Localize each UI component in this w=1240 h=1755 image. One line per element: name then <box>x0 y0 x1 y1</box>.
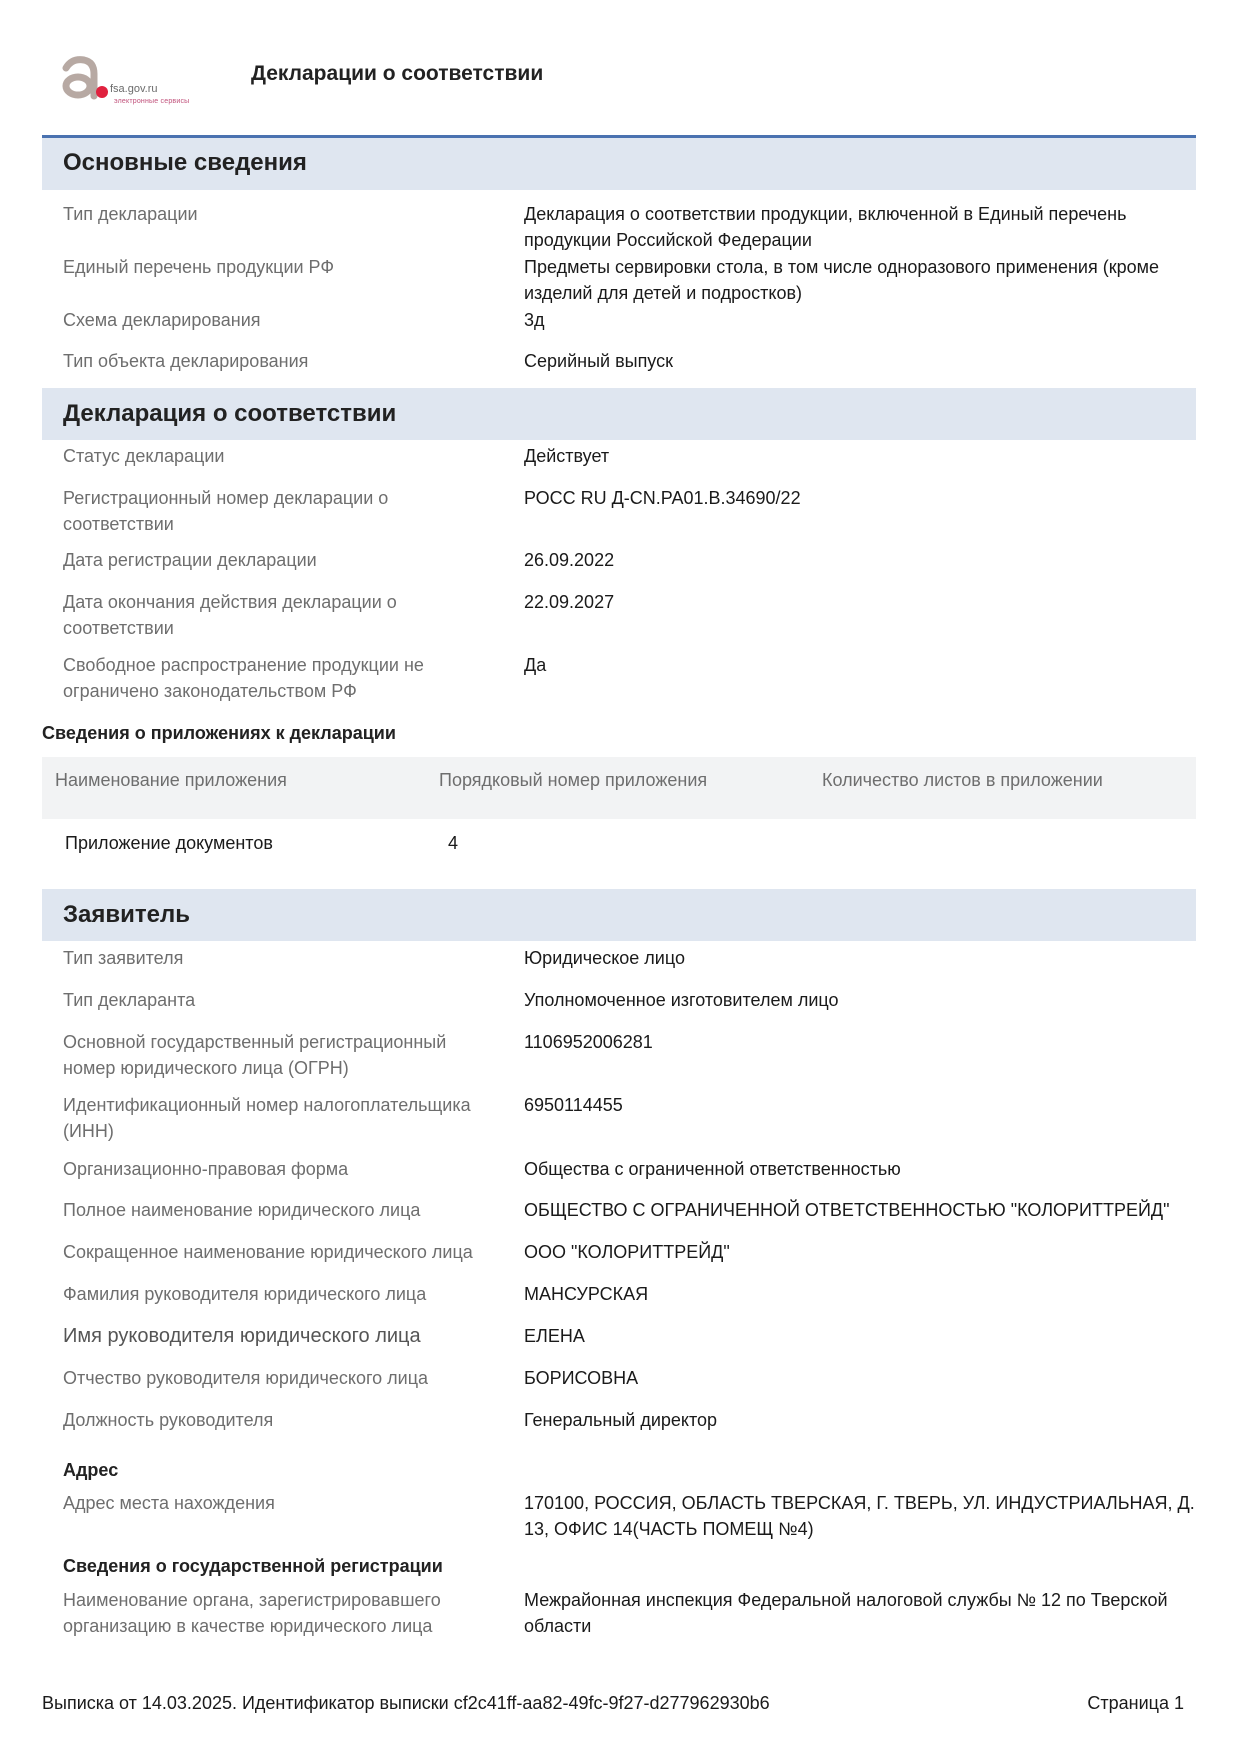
field-label: Тип декларации <box>63 204 198 224</box>
section-basic-header: Основные сведения <box>42 135 1196 190</box>
field-value: Серийный выпуск <box>524 351 673 371</box>
attachment-number: 4 <box>448 833 459 853</box>
field-label: Тип объекта декларирования <box>63 351 309 371</box>
field-value: 6950114455 <box>524 1095 623 1115</box>
field-value: МАНСУРСКАЯ <box>524 1284 649 1304</box>
field-value: ООО "КОЛОРИТТРЕЙД" <box>524 1242 730 1262</box>
field-label: Полное наименование юридического лица <box>63 1200 421 1220</box>
field-label: Тип заявителя <box>63 948 184 968</box>
field-value: 1106952006281 <box>524 1032 653 1052</box>
field-label: Имя руководителя юридического лица <box>63 1325 421 1347</box>
column-header: Количество листов в приложении <box>822 770 1103 790</box>
field-value: Межрайонная инспекция Федеральной налоговой службы № 12 по Тверской области <box>524 1590 1168 1636</box>
field-value: Действует <box>524 446 610 466</box>
section-declaration-header: Декларация о соответствии <box>42 388 1196 440</box>
field-label: Свободное распространение продукции не ограничено законодательством РФ <box>63 655 424 701</box>
field-label: Статус декларации <box>63 446 225 466</box>
field-label: Дата регистрации декларации <box>63 550 317 570</box>
logo-site-name: fsa.gov.ru <box>110 83 158 95</box>
field-label: Схема декларирования <box>63 310 261 330</box>
field-label: Единый перечень продукции РФ <box>63 257 335 277</box>
field-label: Идентификационный номер налогоплательщика (ИНН) <box>63 1095 471 1141</box>
field-value: РОСС RU Д-CN.PA01.B.34690/22 <box>524 488 801 508</box>
field-value: ЕЛЕНА <box>524 1326 585 1346</box>
field-label: Тип декларанта <box>63 990 196 1010</box>
field-value: Декларация о соответствии продукции, включенной в Единый перечень продукции Российской Федерации <box>524 204 1127 250</box>
document-title: Декларации о соответствии <box>251 62 544 85</box>
field-label: Сокращенное наименование юридического лица <box>63 1242 473 1262</box>
field-value: 3д <box>524 310 545 330</box>
field-label: Организационно-правовая форма <box>63 1159 349 1179</box>
field-value: Уполномоченное изготовителем лицо <box>524 990 839 1010</box>
section-applicant-header: Заявитель <box>42 889 1196 941</box>
logo-tagline: электронные сервисы <box>114 98 190 105</box>
field-label: Отчество руководителя юридического лица <box>63 1368 429 1388</box>
field-value: 170100, РОССИЯ, ОБЛАСТЬ ТВЕРСКАЯ, Г. ТВЕРЬ, УЛ. ИНДУСТРИАЛЬНАЯ, Д. 13, ОФИС 14(ЧАСТЬ ПОМЕЩ №4) <box>524 1493 1195 1539</box>
field-value: Предметы сервировки стола, в том числе одноразового применения (кроме изделий для детей и подростков) <box>524 257 1159 303</box>
fsa-logo-icon <box>58 56 108 102</box>
field-value: Генеральный директор <box>524 1410 718 1430</box>
footer-page-number: Страница 1 <box>1087 1693 1184 1713</box>
footer-extract-info: Выписка от 14.03.2025. Идентификатор выписки cf2c41ff-aa82-49fc-9f27-d277962930b6 <box>42 1693 770 1713</box>
address-heading: Адрес <box>63 1460 119 1480</box>
fsa-logo <box>58 56 218 112</box>
field-value: ОБЩЕСТВО С ОГРАНИЧЕННОЙ ОТВЕТСТВЕННОСТЬЮ "КОЛОРИТТРЕЙД" <box>524 1200 1170 1220</box>
field-value: 26.09.2022 <box>524 550 615 570</box>
column-header: Порядковый номер приложения <box>439 770 708 790</box>
field-label: Должность руководителя <box>63 1410 274 1430</box>
registration-heading: Сведения о государственной регистрации <box>63 1556 443 1576</box>
field-value: 22.09.2027 <box>524 592 615 612</box>
attachments-table-header <box>42 757 1196 819</box>
field-label: Фамилия руководителя юридического лица <box>63 1284 427 1304</box>
field-label: Дата окончания действия декларации о соответствии <box>63 592 397 638</box>
field-label: Основной государственный регистрационный номер юридического лица (ОГРН) <box>63 1032 447 1078</box>
field-value: Да <box>524 655 547 675</box>
field-label: Регистрационный номер декларации о соответствии <box>63 488 389 534</box>
field-value: БОРИСОВНА <box>524 1368 639 1388</box>
field-value: Общества с ограниченной ответственностью <box>524 1159 901 1179</box>
field-value: Юридическое лицо <box>524 948 685 968</box>
column-header: Наименование приложения <box>55 770 287 790</box>
field-label: Наименование органа, зарегистрировавшего организацию в качестве юридического лица <box>63 1590 441 1636</box>
field-label: Адрес места нахождения <box>63 1493 275 1513</box>
attachments-heading: Сведения о приложениях к декларации <box>42 723 396 743</box>
attachment-name: Приложение документов <box>65 833 273 853</box>
